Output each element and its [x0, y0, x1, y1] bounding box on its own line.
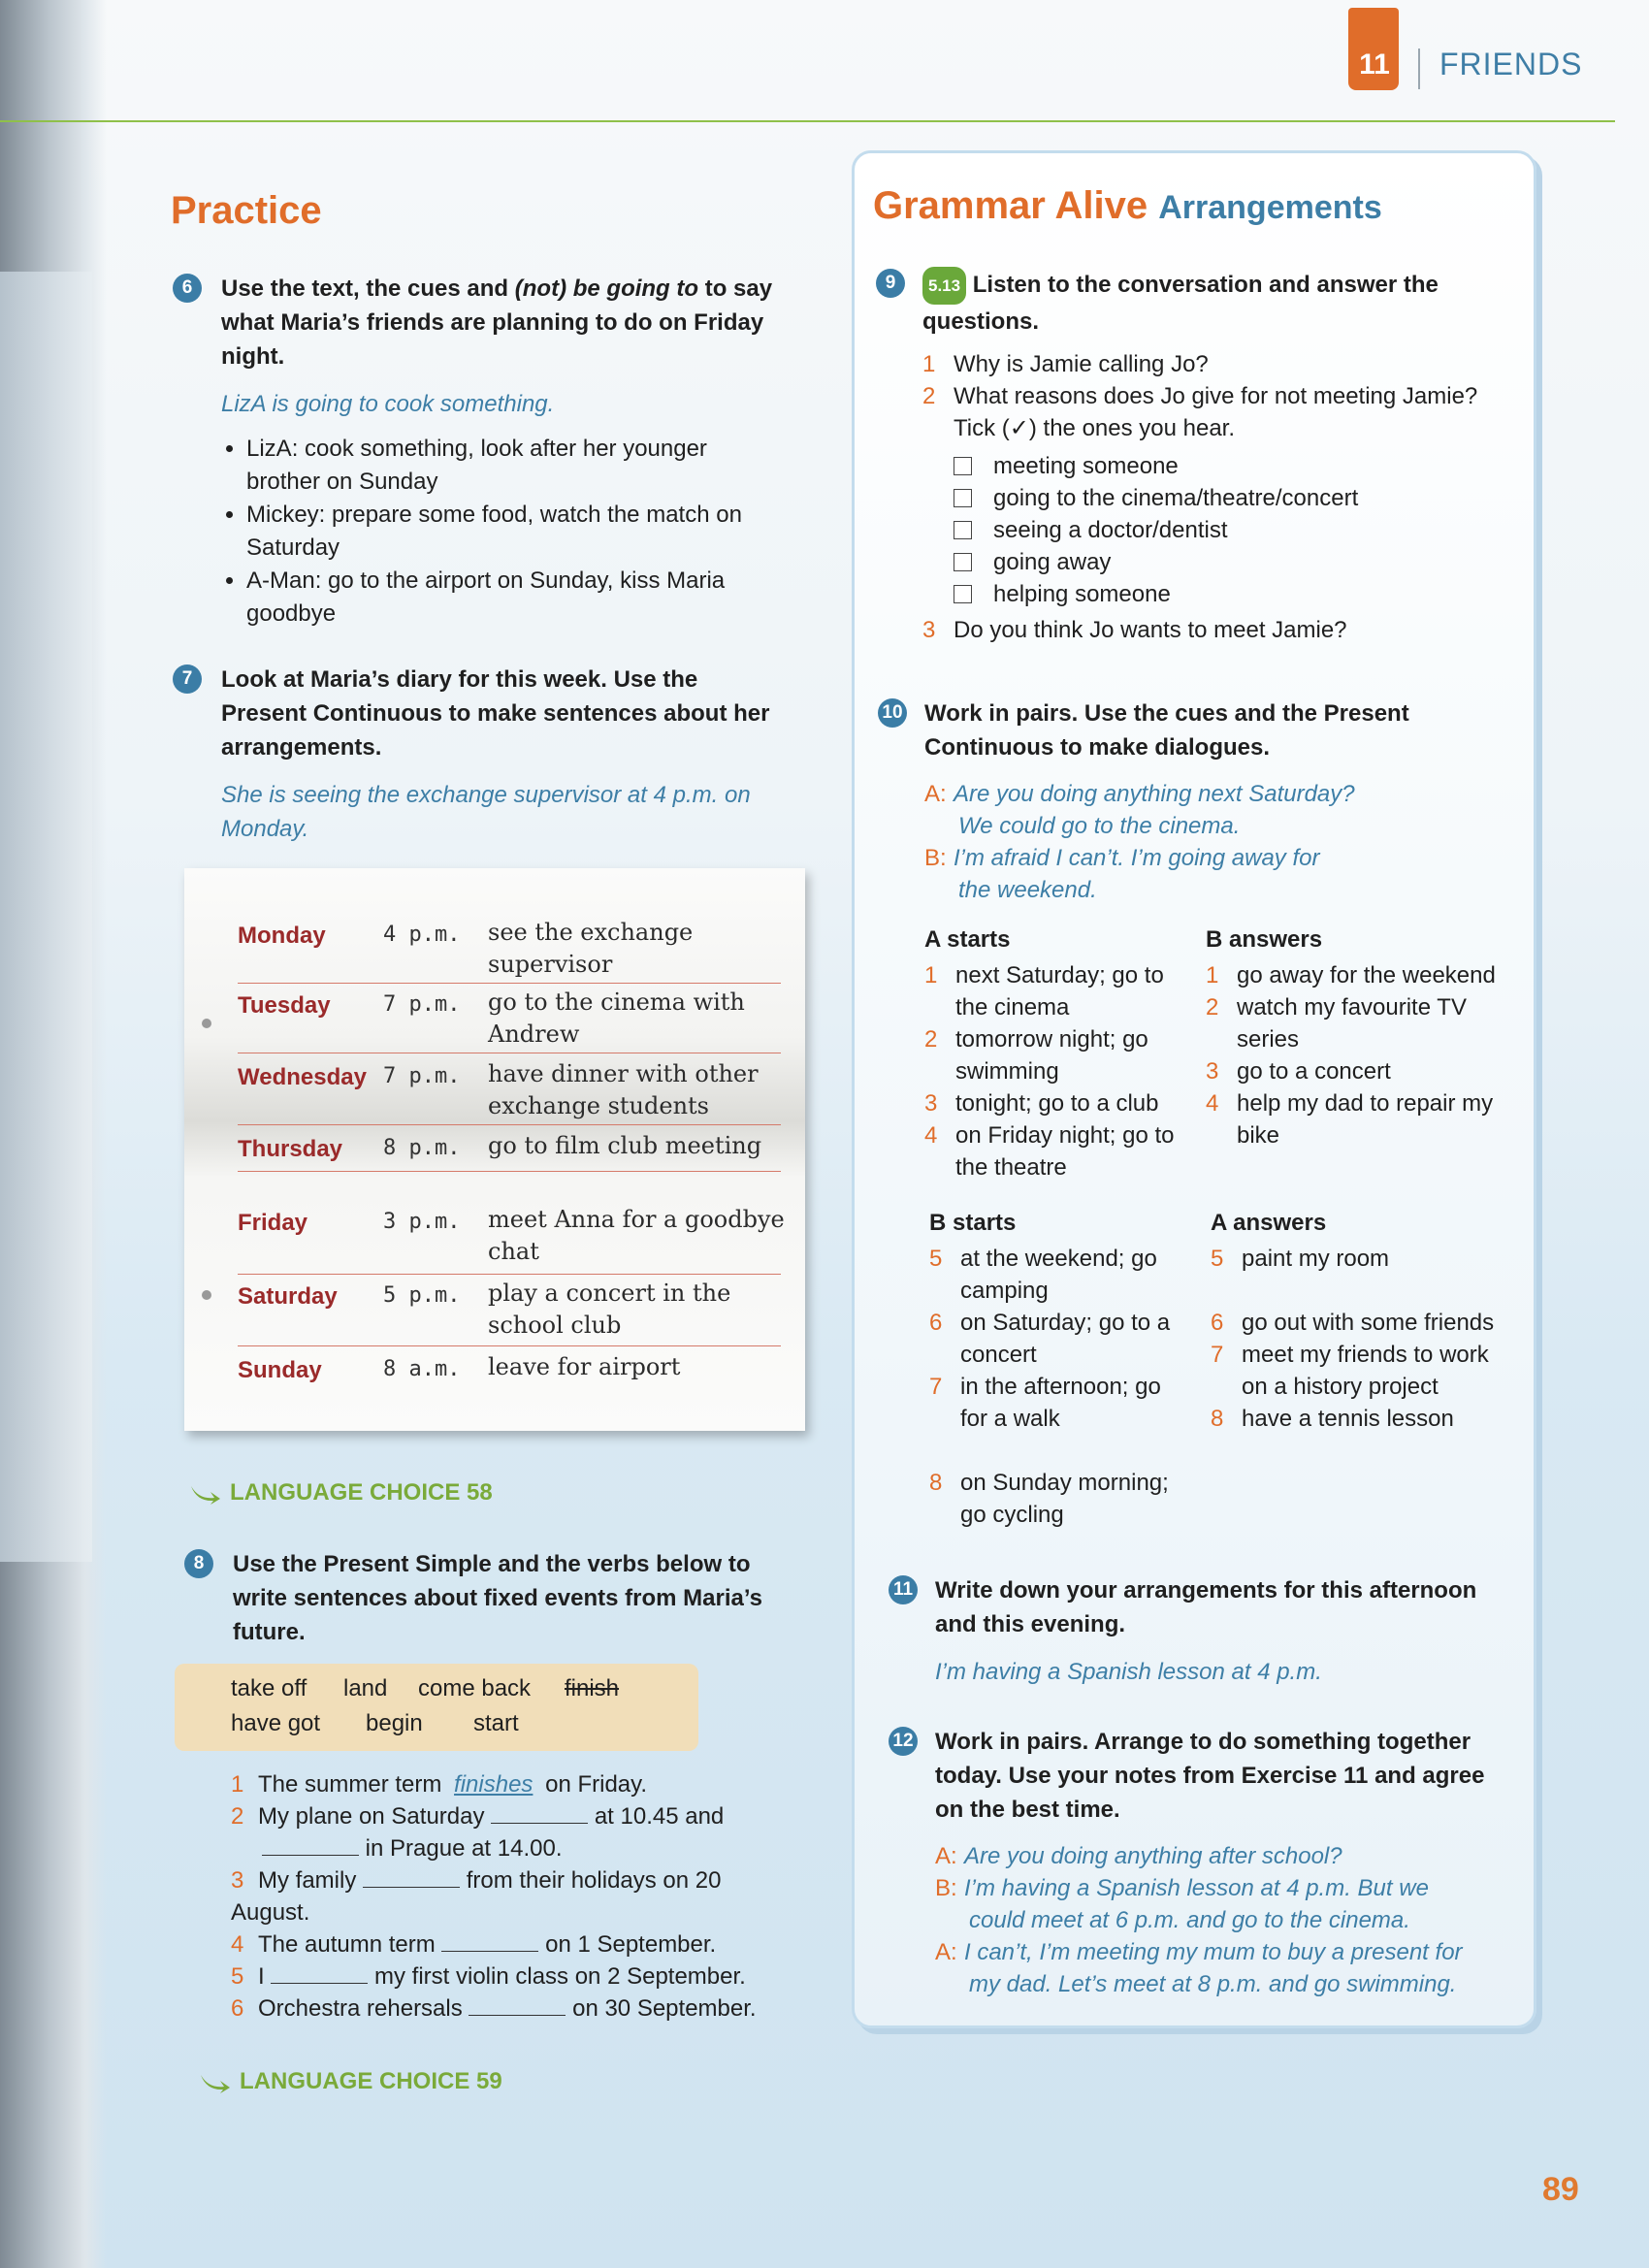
verb-box	[175, 1664, 698, 1751]
list-item: 4 on Friday night; go to the theatre	[924, 1122, 1175, 1181]
diary-row	[238, 1278, 781, 1346]
answer-blank[interactable]	[469, 1997, 566, 2016]
answer-blank[interactable]	[271, 1965, 368, 1984]
exercise-number: 7	[173, 664, 202, 694]
list-item: 6 go out with some friends	[1211, 1310, 1495, 1336]
exercise-11-example: I’m having a Spanish lesson at 4 p.m.	[935, 1659, 1322, 1685]
exercise-8-sentences	[231, 1768, 793, 2025]
diary-activity: go to film club meeting	[488, 1132, 762, 1159]
answer-blank[interactable]	[441, 1933, 538, 1952]
exercise-12-example-dialog: A: Are you doing anything after school? B: I’m having a Spanish lesson at 4 p.m. But we could meet at 6 p.m. and go to the cinema. A: I can’t, I’m meeting my mum to buy a present for my dad. Let’s meet at 8 p.m. and go swimming.	[935, 1843, 1463, 1997]
diary-row	[238, 1204, 785, 1275]
b-starts-column	[929, 1207, 1191, 1531]
diary-row	[238, 1058, 781, 1125]
list-item: 4 help my dad to repair my bike	[1206, 1090, 1494, 1149]
maria-diary	[184, 868, 805, 1431]
diary-day: Friday	[238, 1210, 308, 1236]
diary-time: 3 p.m.	[383, 1210, 461, 1234]
answer-blank[interactable]	[491, 1805, 588, 1824]
list-item: 2 My plane on Saturday at 10.45 and in Prague at 14.00.	[231, 1803, 725, 1862]
language-choice-58-link[interactable]	[189, 1479, 493, 1507]
chapter-title: FRIENDS	[1439, 47, 1583, 81]
diary-time: 8 p.m.	[383, 1136, 461, 1160]
exercise-10-instruction: Work in pairs. Use the cues and the Present Continuous to make dialogues.	[924, 700, 1409, 761]
column-heading: B answers	[1206, 926, 1323, 953]
list-item: 7 meet my friends to work on a history project	[1211, 1342, 1489, 1400]
exercise-7	[173, 663, 774, 846]
list-item: • A-Man: go to the airport on Sunday, kiss Maria goodbye	[246, 565, 774, 631]
list-item: 3 tonight; go to a club	[924, 1090, 1159, 1117]
list-item: 5 paint my room	[1211, 1246, 1390, 1272]
list-item: 3 Do you think Jo wants to meet Jamie?	[922, 617, 1347, 643]
column-heading: A answers	[1211, 1210, 1327, 1236]
list-item: 5 I my first violin class on 2 September.	[231, 1963, 746, 1990]
diary-row	[238, 1130, 781, 1172]
exercise-11	[889, 1573, 1509, 1689]
checkbox-option[interactable]: seeing a doctor/dentist	[954, 514, 1506, 546]
diary-activity: see the exchange supervisor	[488, 919, 694, 978]
column-heading: B starts	[929, 1210, 1017, 1236]
diary-pin	[202, 1290, 211, 1300]
exercise-7-instruction: Look at Maria’s diary for this week. Use the Present Continuous to make sentences about her arrangements.	[221, 666, 770, 761]
exercise-9	[876, 267, 1506, 646]
verb-word: have got	[231, 1710, 321, 1736]
checkbox[interactable]	[954, 457, 972, 475]
verb-word: come back	[418, 1675, 532, 1701]
answer-blank[interactable]	[363, 1869, 460, 1888]
list-item: 6 on Saturday; go to a concert	[929, 1310, 1171, 1368]
verb-word: start	[473, 1710, 519, 1736]
list-item: 3 go to a concert	[1206, 1058, 1391, 1085]
verb-word: land	[343, 1675, 388, 1701]
list-item: 2 watch my favourite TV series	[1206, 994, 1467, 1053]
diary-activity: leave for airport	[488, 1353, 681, 1380]
diary-activity: go to the cinema with Andrew	[488, 988, 745, 1048]
diary-day: Monday	[238, 923, 326, 949]
diary-day: Sunday	[238, 1357, 322, 1383]
answer-filled: finishes	[454, 1771, 534, 1798]
exercise-number: 10	[878, 698, 907, 728]
audio-track-badge[interactable]: 5.13	[922, 267, 966, 305]
exercise-6-instruction: Use the text, the cues and (not) be going to to say what Maria’s friends are planning to do on Friday night.	[221, 275, 773, 370]
exercise-9-instruction: 5.13 Listen to the conversation and answer the questions.	[922, 267, 1506, 339]
exercise-number: 9	[876, 269, 905, 298]
diary-day: Saturday	[238, 1283, 338, 1310]
list-item: 1 The summer term finishes on Friday.	[231, 1771, 648, 1798]
exercise-number: 12	[889, 1727, 918, 1756]
checkbox-option[interactable]: helping someone	[954, 578, 1506, 610]
checkbox[interactable]	[954, 489, 972, 507]
header-rule	[0, 120, 1615, 122]
list-item: 6 Orchestra rehersals on 30 September.	[231, 1995, 757, 2022]
practice-heading: Practice	[171, 189, 322, 232]
list-item: 3 My family from their holidays on 20 August.	[231, 1867, 722, 1926]
diary-pin	[202, 1019, 211, 1028]
exercise-9-questions	[922, 348, 1506, 646]
answer-blank[interactable]	[262, 1837, 359, 1856]
language-choice-label: LANGUAGE CHOICE 59	[240, 2068, 502, 2094]
list-item: 7 in the afternoon; go for a walk	[929, 1374, 1161, 1432]
checkbox-list	[954, 450, 1506, 610]
checkbox[interactable]	[954, 521, 972, 539]
checkbox-option[interactable]: going to the cinema/theatre/concert	[954, 482, 1506, 514]
checkbox-option[interactable]: meeting someone	[954, 450, 1506, 482]
list-item: • LizA: cook something, look after her younger brother on Sunday	[246, 433, 774, 499]
list-item: • Mickey: prepare some food, watch the match on Saturday	[246, 499, 774, 565]
grammar-alive-heading: Grammar Alive Arrangements	[873, 184, 1382, 227]
chapter-separator	[1418, 49, 1420, 89]
column-heading: A starts	[924, 926, 1011, 953]
language-choice-label: LANGUAGE CHOICE 58	[230, 1479, 493, 1506]
b-answers-column	[1206, 923, 1497, 1151]
exercise-6	[173, 272, 774, 631]
verb-word: take off	[231, 1675, 307, 1701]
page-number: 89	[1542, 2171, 1579, 2208]
list-item: 1 next Saturday; go to the cinema	[924, 962, 1164, 1021]
exercise-10-example-dialog: A: Are you doing anything next Saturday? We could go to the cinema. B: I’m afraid I can’t. I’m going away for the weekend.	[924, 781, 1355, 903]
exercise-6-example: LizA is going to cook something.	[221, 391, 555, 417]
arrow-right-icon	[199, 2071, 232, 2094]
language-choice-59-link[interactable]	[199, 2068, 502, 2095]
diary-day: Wednesday	[238, 1064, 367, 1090]
exercise-number: 6	[173, 274, 202, 303]
arrow-right-icon	[189, 1482, 222, 1506]
exercise-7-example: She is seeing the exchange supervisor at 4 p.m. on Monday.	[221, 782, 751, 842]
exercise-11-instruction: Write down your arrangements for this afternoon and this evening.	[935, 1577, 1477, 1637]
exercise-8-instruction: Use the Present Simple and the verbs below to write sentences about fixed events from Maria’s future.	[233, 1551, 762, 1645]
checkbox[interactable]	[954, 585, 972, 603]
list-item: 8 on Sunday morning; go cycling	[929, 1470, 1169, 1528]
diary-row	[238, 987, 781, 1053]
diary-activity: meet Anna for a goodbye chat	[488, 1206, 785, 1265]
chapter-number: 11	[1359, 49, 1390, 81]
exercise-number: 11	[889, 1575, 918, 1604]
diary-activity: have dinner with other exchange students	[488, 1060, 759, 1119]
a-starts-column	[924, 923, 1186, 1183]
diary-row	[238, 1351, 781, 1394]
checkbox-option[interactable]: going away	[954, 546, 1506, 578]
exercise-number: 8	[184, 1549, 213, 1578]
diary-day: Thursday	[238, 1136, 343, 1162]
exercise-12	[889, 1725, 1509, 2000]
list-item: 5 at the weekend; go camping	[929, 1246, 1157, 1304]
verb-word-used: finish	[565, 1675, 620, 1701]
list-item: 8 have a tennis lesson	[1211, 1406, 1454, 1432]
previous-page-edge	[0, 272, 92, 1562]
diary-time: 8 a.m.	[383, 1357, 461, 1381]
diary-time: 7 p.m.	[383, 992, 461, 1017]
list-item: 1 Why is Jamie calling Jo?	[922, 351, 1209, 377]
verb-word: begin	[366, 1710, 423, 1736]
exercise-12-instruction: Work in pairs. Arrange to do something together today. Use your notes from Exercise 11 and agree on the best time.	[935, 1729, 1485, 1823]
diary-row	[238, 917, 781, 984]
exercise-8	[184, 1547, 786, 1649]
diary-time: 5 p.m.	[383, 1283, 461, 1308]
checkbox[interactable]	[954, 553, 972, 571]
list-item: 2 What reasons does Jo give for not meeting Jamie? Tick (✓) the ones you hear.	[922, 383, 1478, 441]
diary-day: Tuesday	[238, 992, 331, 1019]
a-answers-column	[1211, 1207, 1502, 1435]
list-item: 4 The autumn term on 1 September.	[231, 1931, 717, 1958]
exercise-10	[878, 697, 1508, 906]
exercise-6-cues	[221, 433, 774, 631]
list-item: 1 go away for the weekend	[1206, 962, 1496, 988]
diary-activity: play a concert in the school club	[488, 1280, 731, 1339]
diary-time: 4 p.m.	[383, 923, 461, 947]
diary-time: 7 p.m.	[383, 1064, 461, 1088]
list-item: 2 tomorrow night; go swimming	[924, 1026, 1148, 1085]
